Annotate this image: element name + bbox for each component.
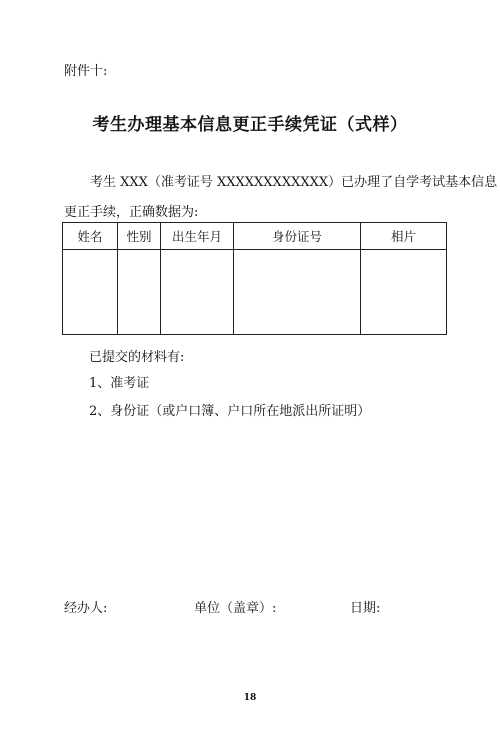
signature-date: 日期: [350,601,381,616]
annex-label: 附件十: [64,64,108,79]
table-row [63,250,447,335]
paragraph-line-1: 考生 XXX（准考证号 XXXXXXXXXXXX）已办理了自学考试基本信息 [90,175,498,190]
submitted-materials-label: 已提交的材料有: [89,350,185,365]
signature-handler: 经办人: [64,601,108,616]
header-name: 姓名 [63,223,118,250]
cell-gender [118,250,161,335]
header-id-number: 身份证号 [234,223,361,250]
signature-unit: 单位（盖章）: [194,601,277,616]
material-item-2: 2、身份证（或户口簿、户口所在地派出所证明） [89,404,371,419]
cell-birth [161,250,234,335]
material-item-1: 1、准考证 [89,376,150,391]
cell-name [63,250,118,335]
cell-id-number [234,250,361,335]
table-header-row [63,223,447,250]
document-title: 考生办理基本信息更正手续凭证（式样） [92,115,408,135]
page-number: 18 [243,693,257,703]
paragraph-line-2: 更正手续，正确数据为: [64,205,199,220]
header-gender: 性别 [118,223,161,250]
info-table [62,222,447,335]
header-photo: 相片 [361,223,447,250]
cell-photo [361,250,447,335]
header-birth: 出生年月 [161,223,234,250]
